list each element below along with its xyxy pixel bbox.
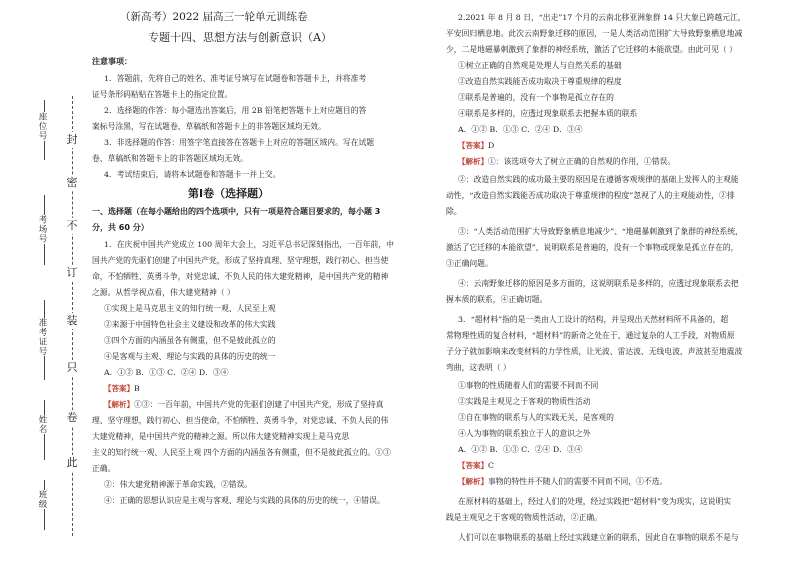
question-1-text: 国共产党的先驱们创建了中国共产党，形成了坚持真理、坚守理想，践行初心、担当使 [92, 256, 389, 265]
analysis-line: 践是主观见之于客观的物质性活动，②正确。 [446, 513, 602, 522]
seal-char: 密 [63, 175, 81, 191]
question-1-choices: A．①② B．①③ C．②④ D．③④ [104, 368, 229, 377]
analysis-line: ②：改造自然实践的成功最主要的原因是在遵循客观规律的基础上发挥人的主观能 [458, 175, 739, 184]
question-1-option: ①实现上是马克思主义的知行统一观、人民至上观 [104, 304, 276, 313]
question-2-choices: A．①② B．①③ C．②④ D．③④ [458, 125, 583, 134]
notice-line: 2．选择题的作答：每小题选出答案后，用 2B 铅笔把答题卡上对应题目的答 [104, 106, 367, 115]
field-label-seat: 座位号 [37, 112, 47, 141]
analysis-line: ②：伟大建党精神源于革命实践，②错误。 [104, 480, 253, 489]
answer-value: D [488, 141, 495, 150]
question-3-text: 3．“超材料”指的是一类由人工设计的结构，并呈现出天然材料所不具备的，超 [458, 315, 729, 324]
question-3-analysis [458, 474, 667, 490]
question-3-option: ②实践是主观见之于客观的物质性活动 [458, 397, 591, 406]
seal-char: 只 [63, 360, 81, 376]
field-label-ticket: 准考证号 [37, 318, 47, 356]
question-1-answer [104, 381, 140, 397]
question-1-text: 命，不怕牺牲、英勇斗争，对党忠诚、不负人民的伟大建党精神，是中国共产党的精神 [92, 272, 389, 281]
analysis-line: ③：“人类活动范围扩大导致野象栖息地减少”、“地磁暴刺激到了象群的神经系统， [458, 227, 743, 236]
answer-label: 【答案】 [104, 384, 134, 393]
analysis-line: 在原材料的基础上，经过人们的处理，经过实践把“超材料”变为现实，这说明实 [458, 497, 732, 506]
analysis-line: 握本质的联系，④正确切题。 [446, 295, 548, 304]
question-2-text: 少，二是地磁暴刺激到了象群的神经系统，激活了它迁移的本能欲望。由此可见（ ） [446, 45, 737, 54]
question-3-text: 弯曲，这表明（ ） [446, 363, 511, 372]
notice-line: 案标号涂黑，写在试题卷、草稿纸和答题卡上的非答题区域均无效。 [92, 122, 326, 131]
analysis-text: ①③：一百年前，中国共产党的先驱们创建了中国共产党，形成了坚持真 [134, 400, 384, 409]
notice-line: 证号条形码粘贴在答题卡上的指定位置。 [92, 90, 233, 99]
question-2-answer [458, 138, 494, 154]
binding-margin [0, 0, 86, 562]
seal-char: 订 [63, 265, 81, 281]
analysis-line: ④：云南野象迁移的原因是多方面的，这说明联系是多样的，应透过现象联系去把 [458, 279, 739, 288]
question-2-text: 平安回归栖息地。此次云南野象迁移的原因，一是人类活动范围扩大导致野象栖息地减 [446, 29, 743, 38]
field-label-room: 考场号 [37, 215, 47, 244]
question-2-analysis [458, 154, 675, 170]
question-3-option: ①事物的性质随着人们的需要不同而不同 [458, 381, 599, 390]
seal-char: 封 [63, 132, 81, 148]
notice-line: 卷、草稿纸和答题卡上的非答题区域均无效。 [92, 154, 248, 163]
part-title: 第Ⅰ卷（选择题） [188, 187, 270, 200]
answer-label: 【答案】 [458, 461, 488, 470]
analysis-text: 事物的特性并不随人们的需要不同而不同，①不选。 [488, 477, 668, 486]
field-label-class: 班级 [37, 490, 47, 509]
field-label-name: 姓名 [37, 415, 47, 434]
notice-heading: 注意事项： [92, 57, 132, 66]
analysis-label: 【解析】 [104, 400, 134, 409]
notice-line: 4．考试结束后，请将本试题卷和答题卡一并上交。 [104, 170, 281, 179]
answer-value: C [488, 461, 494, 470]
question-1-analysis [104, 397, 384, 413]
question-2-option: ①树立正确的自然观是处理人与自然关系的基础 [458, 61, 622, 70]
answer-label: 【答案】 [458, 141, 488, 150]
exam-title: （新高考）2022 届高三一轮单元训练卷 [120, 11, 308, 23]
analysis-line: 激活了它迁移的本能欲望”，说明联系是普遍的，没有一个事物或现象是孤立存在的， [446, 243, 739, 252]
question-2-option: ③联系是普遍的，没有一个事物是孤立存在的 [458, 93, 614, 102]
question-1-text: 之源。从哲学视点看，伟大建党精神（ ） [92, 288, 235, 297]
analysis-line: ③正确问题。 [446, 259, 493, 268]
section-heading: 分，共 60 分） [92, 223, 149, 232]
analysis-text: ①：该选项夸大了树立正确的自然观的作用，①错误。 [488, 157, 676, 166]
question-3-answer [458, 458, 494, 474]
question-2-option: ②改造自然实践能否成功取决于尊重规律的程度 [458, 77, 622, 86]
analysis-line: 正确。 [92, 464, 116, 473]
analysis-line: 大建党精神，是中国共产党的精神之源。所以伟大建党精神实现上是马克思 [92, 432, 350, 441]
question-3-option: ④人为事物的联系独立于人的意识之外 [458, 429, 591, 438]
notice-line: 1．答题前，先将自己的姓名、准考证号填写在试题卷和答题卡上，并将准考 [104, 74, 367, 83]
notice-line: 3．非选择题的作答：用签字笔直接答在答题卡上对应的答题区域内。写在试题 [104, 138, 375, 147]
analysis-line: 人们可以在事物联系的基础上经过实践建立新的联系，因此自在事物的联系不是与 [458, 533, 739, 542]
question-2-text: 2.2021 年 8 月 8 日，“出走”17 个月的云南北移亚洲象群 14 只大象已跨越元江， [458, 13, 746, 22]
seal-char: 不 [63, 218, 81, 234]
analysis-label: 【解析】 [458, 477, 488, 486]
analysis-line: ④：正确的思想认识应是主观与客观、理论与实践的具体的历史的统一，④错误。 [104, 496, 385, 505]
analysis-line: 动性，“改造自然实践能否成功取决于尊重规律的程度”忽视了人的主观能动性，②排 [446, 191, 735, 200]
answer-value: B [134, 384, 140, 393]
seal-char: 卷 [63, 410, 81, 426]
question-3-text: 子分子就加影响来改变材料的力学性质，让光波、雷达波、无线电波，声波甚至地震波 [446, 347, 743, 356]
question-2-option: ④联系是多样的，应透过现象联系去把握本质的联系 [458, 109, 638, 118]
question-3-choices: A．①② B．①③ C．②④ D．③④ [458, 445, 583, 454]
question-1-option: ③四个方面的内涵虽各有侧重，但不是彼此孤立的 [104, 336, 276, 345]
question-1-text: 1．在庆祝中国共产党成立 100 周年大会上，习近平总书记深刻指出，一百年前，中 [104, 240, 394, 249]
seal-char: 此 [63, 455, 81, 471]
section-heading: 一、选择题（在每小题给出的四个选项中，只有一项是符合题目要求的，每小题 3 [92, 207, 381, 216]
analysis-line: 主义的知行统一观、人民至上观 四个方面的内涵虽各有侧重，但不是彼此孤立的。①③ [92, 448, 391, 457]
exam-subtitle: 专题十四、思想方法与创新意识（A） [148, 31, 332, 44]
question-1-option: ④是客观与主观、理论与实践的具体的历史的统一 [104, 352, 276, 361]
analysis-label: 【解析】 [458, 157, 488, 166]
question-1-option: ②来源于中国特色社会主义建设和改革的伟大实践 [104, 320, 276, 329]
seal-char: 装 [63, 313, 81, 329]
analysis-line: 除。 [446, 207, 462, 216]
question-3-text: 常物理性质的复合材料，“超材料”的新奇之处在于，通过复杂的人工手段，对物质原 [446, 331, 735, 340]
analysis-line: 理、坚守理想，践行初心、担当使命，不怕牺牲、英勇斗争，对党忠诚、不负人民的伟 [92, 416, 389, 425]
question-3-option: ③自在事物的联系与人的实践无关，是客观的 [458, 413, 614, 422]
